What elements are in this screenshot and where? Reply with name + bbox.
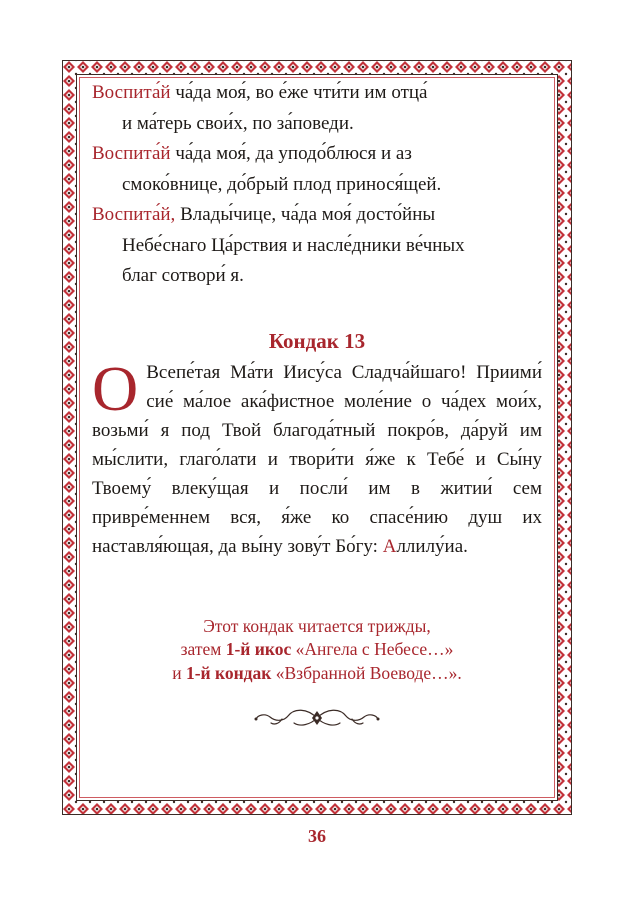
drop-cap: О	[92, 352, 139, 424]
verse-text: Небе́снаго Ца́рствия и насле́дники ве́чных	[122, 234, 465, 256]
rubric-bold: 1-й икос	[225, 639, 292, 659]
verse-lead: Воспита́й	[92, 82, 171, 103]
rubric-line: Этот кондак читается трижды,	[203, 615, 431, 636]
verse-lead: Воспита́й	[92, 143, 171, 164]
rubric-bold: 1-й кондак	[185, 662, 272, 683]
verse-2	[92, 139, 542, 200]
floral-flourish-icon	[92, 705, 542, 736]
verse-text: смоко́внице, до́брый плод принося́щей.	[122, 173, 442, 195]
verse-1	[92, 78, 542, 139]
kontakion-line: Всепе́тая Ма́ти Иису́са Сладча́йшаго!	[146, 361, 467, 383]
rubric-text: «Взбранной Воеводе…».	[271, 662, 462, 683]
rubric-text: «Ангела с Небесе…»	[291, 639, 454, 659]
kontakion-text	[92, 352, 542, 561]
verse-text: ча́да моя́, во е́же чти́ти им отца́	[170, 82, 428, 103]
verse-text: благ сотвори́ я.	[122, 265, 244, 286]
verse-text: и ма́терь свои́х, по за́поведи.	[122, 112, 354, 134]
verse-text: ча́да моя́, да уподо́блюся и аз	[170, 143, 412, 164]
alleluia-rest: ллилу́иа.	[396, 535, 468, 557]
page-content	[92, 78, 542, 736]
verse-3	[92, 200, 542, 292]
rubric-line	[92, 662, 542, 686]
kontakion-line: Приими́ сие́ ма́лое ака́фистное моле́ние	[146, 361, 542, 412]
verse-text: Влады́чице, ча́да моя́ досто́йны	[175, 204, 436, 225]
kontakion-heading: Кондак 13	[268, 328, 366, 353]
rubric-text: и	[172, 662, 186, 683]
rubric-line	[92, 638, 542, 662]
rubric-note	[92, 615, 542, 686]
alleluia-capital: А	[382, 535, 397, 557]
rubric-text: затем	[180, 639, 226, 659]
page-number: 36	[308, 826, 326, 846]
kontakion-body: о ча́дех мои́х, возьми́ я под Твой благода́тный покро́в, да́руй им мы́слити, глаго́лати и твори́ти я́же к Тебе́ и Сы́ну Твоему́ влеку́щая и посли́ им в житии́ сем привре́меннем вся, я́же ко спасе́нию душ их наставля́ющая, да вы́ну зову́т Бо́гу:	[92, 390, 542, 557]
verse-lead: Воспита́й,	[92, 204, 176, 225]
